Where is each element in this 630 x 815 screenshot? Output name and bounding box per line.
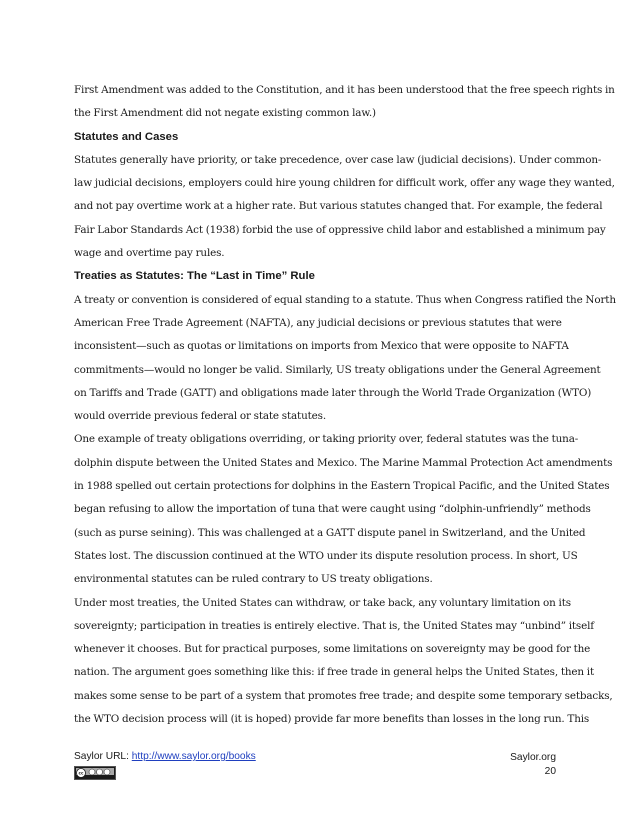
text-line: First Amendment was added to the Constitution, and it has been understood that the free speech rights in [74, 84, 615, 96]
text-line: commitments—would no longer be valid. Similarly, US treaty obligations under the General Agreement [74, 363, 601, 376]
text-line: One example of treaty obligations overriding, or taking priority over, federal statutes was the tuna- [74, 433, 579, 446]
text-line: the WTO decision process will (it is hoped) provide far more benefits than losses in the long run. This [74, 713, 590, 726]
text-line: makes some sense to be part of a system that promotes free trade; and despite some temporary setbacks, [74, 689, 613, 702]
text-line: would override previous federal or state statutes. [74, 410, 326, 423]
section-heading: Treaties as Statutes: The “Last in Time” Rule [74, 270, 315, 283]
text-line: American Free Trade Agreement (NAFTA), any judicial decisions or previous statutes that were [74, 316, 562, 329]
text-line: A treaty or convention is considered of equal standing to a statute. Thus when Congress ratified the North [74, 293, 616, 306]
footer-url-label: Saylor URL: [74, 751, 132, 762]
text-line: Fair Labor Standards Act (1938) forbid the use of oppressive child labor and established a minimum pay [74, 223, 606, 236]
text-line: environmental statutes can be ruled contrary to US treaty obligations. [74, 573, 433, 586]
text-line: nation. The argument goes something like this: if free trade in general helps the United States, then it [74, 666, 594, 679]
text-line: Statutes generally have priority, or take precedence, over case law (judicial decisions). Under common- [74, 153, 602, 166]
text-line: States lost. The discussion continued at the WTO under its dispute resolution process. In short, US [74, 549, 578, 562]
text-line: sovereignty; participation in treaties is entirely elective. That is, the United States may “unbind” itself [74, 619, 594, 632]
text-line: law judicial decisions, employers could hire young children for difficult work, offer any wage they wanted, [74, 177, 615, 190]
text-line: Under most treaties, the United States can withdraw, or take back, any voluntary limitation on its [74, 596, 571, 609]
text-line: (such as purse seining). This was challenged at a GATT dispute panel in Switzerland, and the United [74, 526, 586, 539]
text-line: in 1988 spelled out certain protections for dolphins in the Eastern Tropical Pacific, and the United States [74, 480, 610, 493]
svg-text:cc: cc [78, 770, 84, 776]
text-line: inconsistent—such as quotas or limitations on imports from Mexico that were opposite to NAFTA [74, 340, 569, 353]
footer-site: Saylor.org [510, 752, 556, 763]
page-number: 20 [544, 766, 556, 777]
saylor-books-link[interactable]: http://www.saylor.org/books [131, 751, 256, 762]
section-heading: Statutes and Cases [74, 130, 179, 143]
text-line: began refusing to allow the importation of tuna that were caught using “dolphin-unfriendly” methods [74, 503, 591, 516]
footer-source [74, 751, 256, 762]
text-line: and not pay overtime work at a higher rate. But various statutes changed that. For example, the federal [74, 200, 603, 213]
cc-license-icon [74, 766, 116, 780]
text-line: the First Amendment did not negate existing common law.) [74, 107, 376, 120]
body-text [74, 79, 616, 731]
text-line: wage and overtime pay rules. [74, 247, 225, 260]
text-line: whenever it chooses. But for practical purposes, some limitations on sovereignty may be good for the [74, 643, 591, 656]
footer-right [510, 751, 556, 779]
text-line: on Tariffs and Trade (GATT) and obligations made later through the World Trade Organization (WTO) [74, 386, 592, 399]
text-line: dolphin dispute between the United States and Mexico. The Marine Mammal Protection Act amendments [74, 456, 613, 469]
